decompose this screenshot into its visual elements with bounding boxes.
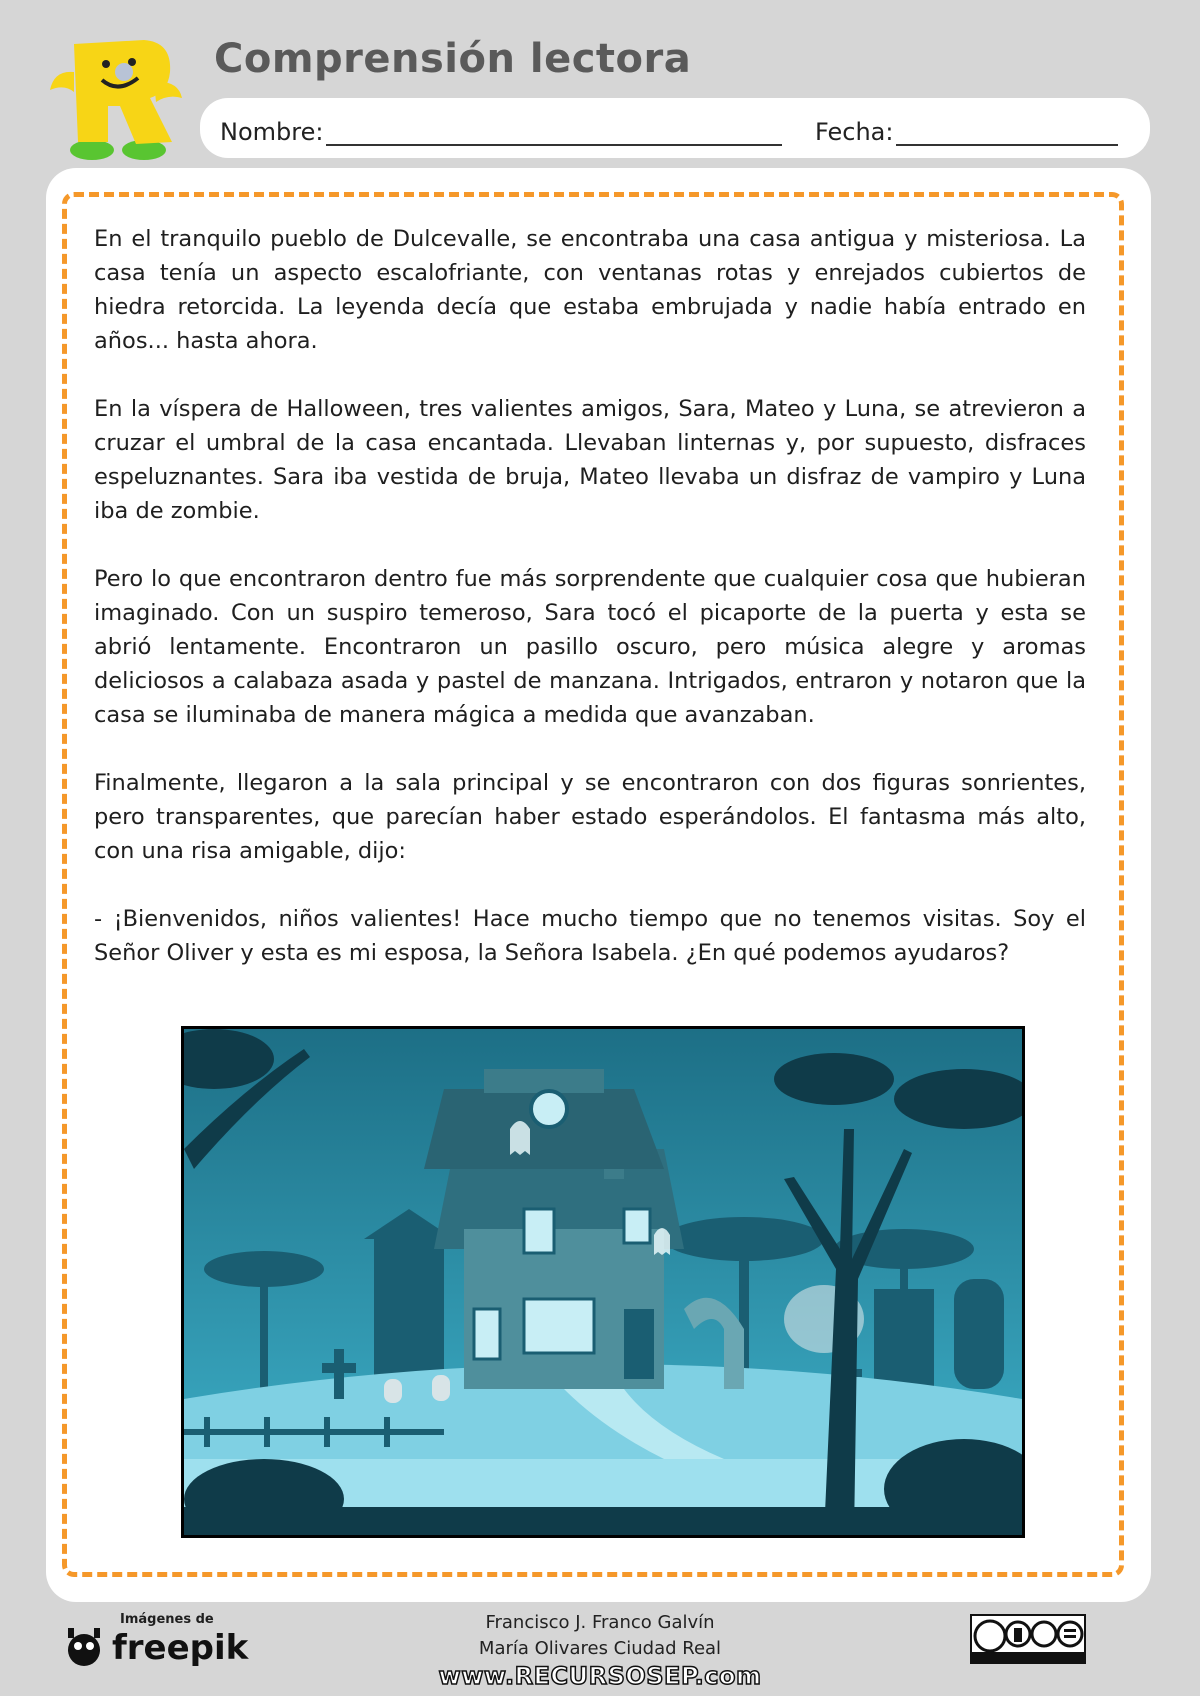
name-field[interactable] (326, 144, 782, 146)
date-label: Fecha: (815, 118, 894, 146)
story-paragraph: Finalmente, llegaron a la sala principal y se encontraron con dos figuras sonrientes, pero transparentes, que parecían haber estado esperándolos. El fantasma más alto, con una risa amigable, dijo: (94, 770, 1086, 864)
authors (400, 1610, 800, 1662)
story-paragraph: En el tranquilo pueblo de Dulcevalle, se encontraba una casa antigua y misteriosa. La casa tenía un aspecto escalofriante, con ventanas rotas y enrejados cubiertos de hiedra retorcida. La leyenda decía que estaba embrujada y nadie había entrado en años... hasta ahora. (94, 226, 1086, 354)
freepik-wordmark: freepik (112, 1628, 249, 1668)
page-title: Comprensión lectora (214, 36, 692, 82)
story-paragraph: En la víspera de Halloween, tres valientes amigos, Sara, Mateo y Luna, se atrevieron a cruzar el umbral de la casa encantada. Llevaban linternas y, por supuesto, disfraces espeluznantes. Sara iba vestida de bruja, Mateo llevaba un disfraz de vampiro y Luna iba de zombie. (94, 396, 1086, 524)
freepik-caption: Imágenes de (120, 1612, 214, 1627)
story-paragraph: - ¡Bienvenidos, niños valientes! Hace mucho tiempo que no tenemos visitas. Soy el Señor Oliver y esta es mi esposa, la Señora Isabela. ¿En qué podemos ayudaros? (94, 906, 1086, 966)
creative-commons-icon (970, 1614, 1086, 1664)
story-paragraph: Pero lo que encontraron dentro fue más sorprendente que cualquier cosa que hubieran imaginado. Con un suspiro temeroso, Sara tocó el picaporte de la puerta y esta se abrió lentamente. Encontraron un pasillo oscuro, pero música alegre y aromas deliciosos a calabaza asada y pastel de manzana. Intrigados, entraron y notaron que la casa se iluminaba de manera mágica a medida que avanzaban. (94, 566, 1086, 728)
author-line: María Olivares Ciudad Real (478, 1638, 722, 1659)
website-link[interactable]: www.RECURSOSEP.com (438, 1662, 762, 1690)
date-field[interactable] (896, 144, 1118, 146)
mascot-r-icon (44, 32, 184, 162)
author-line: Francisco J. Franco Galvín (485, 1612, 715, 1633)
story-text (94, 222, 1086, 1004)
name-label: Nombre: (220, 118, 324, 146)
name-date-bar (200, 98, 1150, 158)
haunted-house-illustration (181, 1026, 1025, 1538)
